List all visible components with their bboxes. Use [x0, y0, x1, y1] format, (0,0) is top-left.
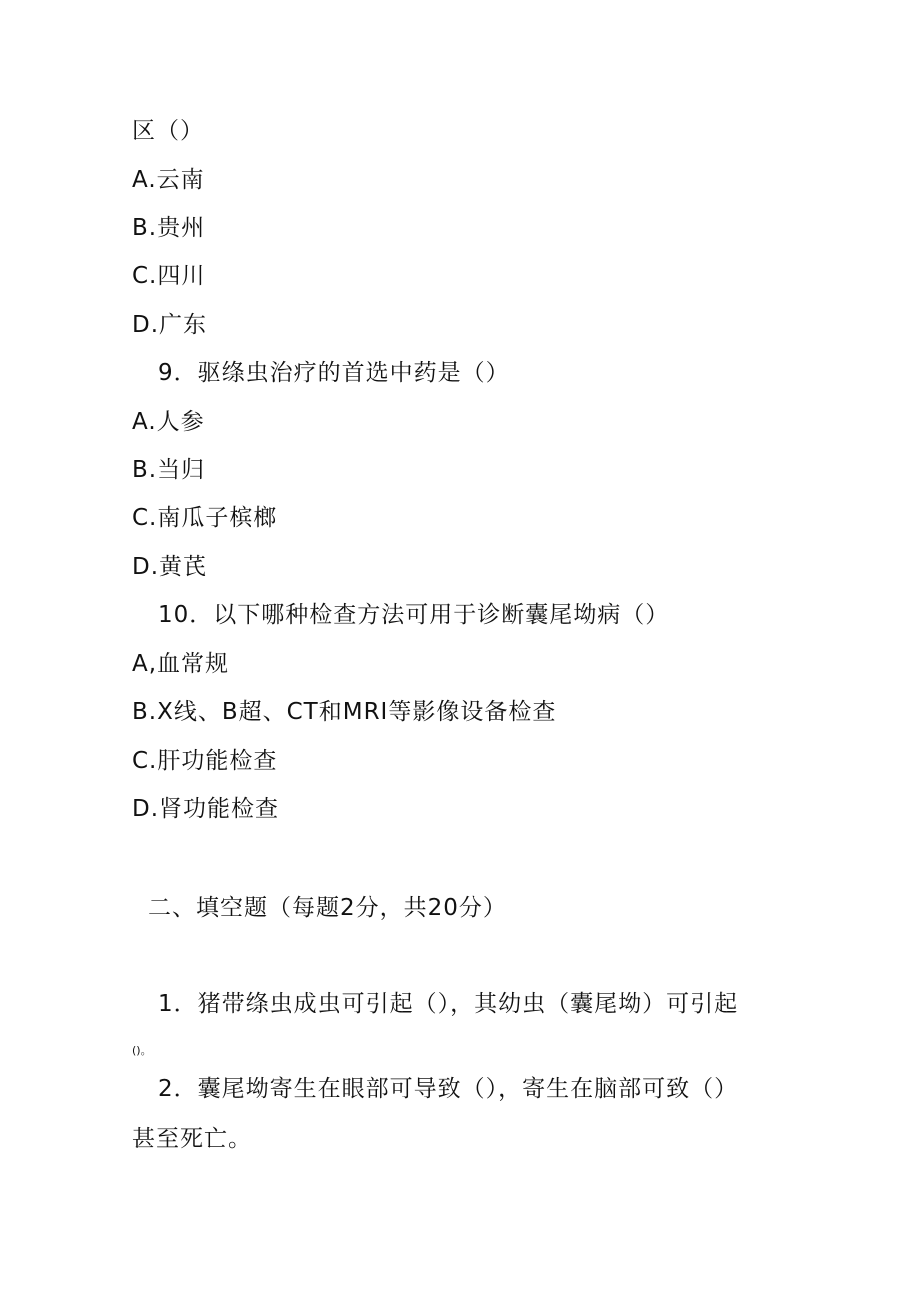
question-9-option-c: C.南瓜子槟榔	[132, 505, 278, 531]
question-10-option-c: C.肝功能检查	[132, 748, 278, 774]
question-9-option-d: D.黄芪	[132, 554, 208, 580]
fill-question-2-tail: 甚至死亡。	[132, 1126, 252, 1152]
question-9-option-a: A.人参	[132, 409, 205, 435]
fill-question-2: 2．囊尾坳寄生在眼部可导致（），寄生在脑部可致（）	[158, 1076, 739, 1102]
question-8-option-a: A.云南	[132, 167, 205, 193]
question-8-option-d: D.广东	[132, 312, 208, 338]
question-10-option-a: A,血常规	[132, 651, 230, 677]
fill-question-1-tail: ()。	[132, 1044, 152, 1057]
question-10: 10．以下哪种检查方法可用于诊断囊尾坳病（）	[158, 602, 670, 628]
question-8-option-c: C.四川	[132, 263, 206, 289]
question-10-option-d: D.肾功能检查	[132, 796, 280, 822]
question-10-option-b: B.X线、B超、CT和MRI等影像设备检查	[132, 699, 557, 725]
question-9-option-b: B.当归	[132, 457, 206, 483]
question-9: 9．驱绦虫治疗的首选中药是（）	[158, 360, 510, 386]
question-8-option-b: B.贵州	[132, 215, 206, 241]
section-title-fill-in: 二、填空题（每题2分，共20分）	[148, 895, 507, 921]
question-8-tail: 区（）	[132, 118, 204, 144]
fill-question-1: 1．猪带绦虫成虫可引起（），其幼虫（囊尾坳）可引起	[158, 991, 739, 1017]
